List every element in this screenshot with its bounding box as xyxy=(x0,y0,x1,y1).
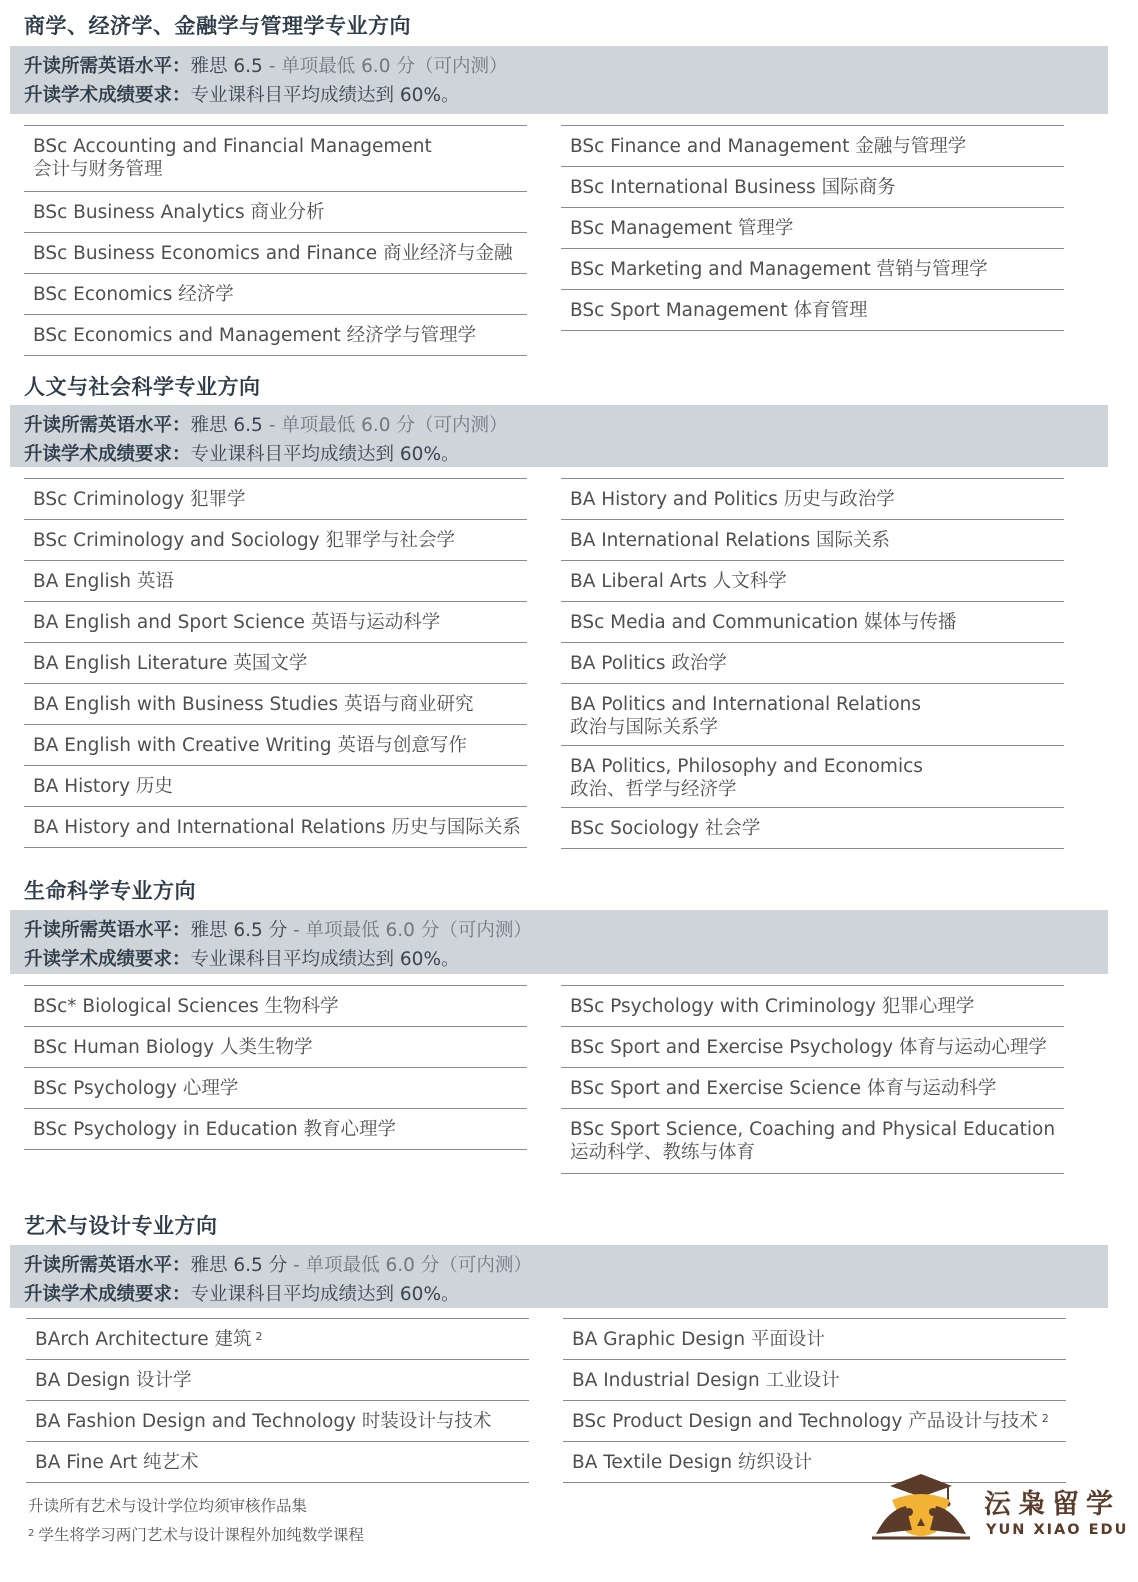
english-requirement xyxy=(24,411,1108,440)
course-item: BSc Human Biology 人类生物学 xyxy=(24,1027,527,1068)
academic-requirement-label: 升读学术成绩要求： xyxy=(24,949,191,970)
course-sheet xyxy=(10,0,1108,1582)
course-item: BA Industrial Design 工业设计 xyxy=(563,1360,1066,1401)
course-item: BSc Business Economics and Finance 商业经济与金融 xyxy=(24,233,527,274)
academic-requirement xyxy=(24,945,1108,974)
english-requirement-minor: - 单项最低 6.0 分（可内测） xyxy=(287,1255,532,1276)
brand-logo xyxy=(866,1470,1129,1546)
course-item: BSc Economics 经济学 xyxy=(24,274,527,315)
requirements-band xyxy=(10,405,1108,467)
course-item: BA Textile Design 纺织设计 xyxy=(563,1442,1066,1483)
course-item: BA History and International Relations 历史与国际关系 xyxy=(24,807,527,848)
course-item: BSc Criminology 犯罪学 xyxy=(24,479,527,520)
academic-requirement xyxy=(24,1280,1108,1309)
section-title: 商学、经济学、金融学与管理学专业方向 xyxy=(24,14,411,38)
section-title: 人文与社会科学专业方向 xyxy=(24,375,261,399)
academic-requirement-value: 专业课科目平均成绩达到 60%。 xyxy=(190,444,460,465)
english-requirement-main: 雅思 6.5 分 xyxy=(190,1255,288,1276)
academic-requirement xyxy=(24,440,1108,469)
brand-name-cn: 沄枭留学 xyxy=(984,1489,1120,1520)
course-item: BSc Sport and Exercise Science 体育与运动科学 xyxy=(561,1068,1064,1109)
course-item: BA Fine Art 纯艺术 xyxy=(26,1442,529,1483)
english-requirement-label: 升读所需英语水平： xyxy=(24,415,191,436)
english-requirement-label: 升读所需英语水平： xyxy=(24,1255,191,1276)
requirements-band xyxy=(10,910,1108,974)
course-item: BA Graphic Design 平面设计 xyxy=(563,1319,1066,1360)
english-requirement xyxy=(24,52,1108,81)
english-requirement-minor: - 单项最低 6.0 分（可内测） xyxy=(287,920,532,941)
english-requirement-label: 升读所需英语水平： xyxy=(24,920,191,941)
course-item: BSc Sport and Exercise Psychology 体育与运动心理学 xyxy=(561,1027,1064,1068)
course-item: BA Politics, Philosophy and Economics 政治、哲学与经济学 xyxy=(561,746,1064,808)
course-item: BA Liberal Arts 人文科学 xyxy=(561,561,1064,602)
course-item: BA History and Politics 历史与政治学 xyxy=(561,479,1064,520)
requirements-band xyxy=(10,1245,1108,1308)
academic-requirement-label: 升读学术成绩要求： xyxy=(24,1284,191,1305)
course-list-right xyxy=(561,125,1064,331)
section-title: 生命科学专业方向 xyxy=(24,879,196,903)
course-item: BA Politics 政治学 xyxy=(561,643,1064,684)
course-item: BSc Economics and Management 经济学与管理学 xyxy=(24,315,527,356)
academic-requirement-label: 升读学术成绩要求： xyxy=(24,444,191,465)
course-list-right xyxy=(563,1318,1066,1483)
brand-name-en: YUN XIAO EDU xyxy=(986,1522,1129,1538)
academic-requirement xyxy=(24,81,1108,110)
footnote-marker: 2 xyxy=(1041,1412,1049,1425)
course-item: BA English and Sport Science 英语与运动科学 xyxy=(24,602,527,643)
course-item: BSc Sport Science, Coaching and Physical Education 运动科学、教练与体育 xyxy=(561,1109,1064,1174)
course-item: BSc Sport Management 体育管理 xyxy=(561,290,1064,331)
course-item: BA English with Business Studies 英语与商业研究 xyxy=(24,684,527,725)
section-title: 艺术与设计专业方向 xyxy=(24,1214,218,1238)
course-list-left xyxy=(24,478,527,848)
course-item: BSc Psychology 心理学 xyxy=(24,1068,527,1109)
english-requirement-minor: - 单项最低 6.0 分（可内测） xyxy=(262,56,508,77)
academic-requirement-value: 专业课科目平均成绩达到 60%。 xyxy=(190,85,460,106)
course-item: BSc Finance and Management 金融与管理学 xyxy=(561,126,1064,167)
english-requirement-label: 升读所需英语水平： xyxy=(24,56,191,77)
course-item: BA Fashion Design and Technology 时装设计与技术 xyxy=(26,1401,529,1442)
course-item: BA Politics and International Relations 政治与国际关系学 xyxy=(561,684,1064,746)
course-item: BSc Accounting and Financial Management 会计与财务管理 xyxy=(24,126,527,192)
course-item: BA English Literature 英国文学 xyxy=(24,643,527,684)
course-item: BSc Psychology with Criminology 犯罪心理学 xyxy=(561,986,1064,1027)
course-list-right xyxy=(561,478,1064,849)
academic-requirement-value: 专业课科目平均成绩达到 60%。 xyxy=(190,1284,460,1305)
course-list-right xyxy=(561,985,1064,1174)
course-item: BSc Product Design and Technology 产品设计与技术 $^2$ xyxy=(563,1401,1066,1442)
math-note: $^2$ 学生将学习两门艺术与设计课程外加纯数学课程 xyxy=(28,1526,364,1544)
course-item: BA English with Creative Writing 英语与创意写作 xyxy=(24,725,527,766)
portfolio-note: 升读所有艺术与设计学位均须审核作品集 xyxy=(28,1497,308,1515)
course-item: BSc Sociology 社会学 xyxy=(561,808,1064,849)
course-item: BSc Marketing and Management 营销与管理学 xyxy=(561,249,1064,290)
course-item: BSc Management 管理学 xyxy=(561,208,1064,249)
graduation-owl-icon xyxy=(866,1470,976,1546)
course-list-left xyxy=(24,985,527,1150)
requirements-band xyxy=(10,46,1108,114)
academic-requirement-value: 专业课科目平均成绩达到 60%。 xyxy=(190,949,460,970)
english-requirement-main: 雅思 6.5 分 xyxy=(190,920,288,941)
english-requirement-main: 雅思 6.5 xyxy=(190,415,263,436)
course-item: BArch Architecture 建筑 $^2$ xyxy=(26,1319,529,1360)
course-list-left xyxy=(24,125,527,356)
course-item: BSc Criminology and Sociology 犯罪学与社会学 xyxy=(24,520,527,561)
footnotes xyxy=(28,1492,364,1550)
course-item: BA International Relations 国际关系 xyxy=(561,520,1064,561)
course-list-left xyxy=(26,1318,529,1483)
course-item: BSc Psychology in Education 教育心理学 xyxy=(24,1109,527,1150)
course-item: BSc Media and Communication 媒体与传播 xyxy=(561,602,1064,643)
course-item: BA History 历史 xyxy=(24,766,527,807)
footnote-marker: 2 xyxy=(255,1330,263,1343)
course-item: BSc* Biological Sciences 生物科学 xyxy=(24,986,527,1027)
english-requirement xyxy=(24,916,1108,945)
english-requirement xyxy=(24,1251,1108,1280)
english-requirement-main: 雅思 6.5 xyxy=(190,56,263,77)
course-item: BA Design 设计学 xyxy=(26,1360,529,1401)
footnote-marker: 2 xyxy=(28,1528,35,1539)
course-item: BSc International Business 国际商务 xyxy=(561,167,1064,208)
course-item: BSc Business Analytics 商业分析 xyxy=(24,192,527,233)
english-requirement-minor: - 单项最低 6.0 分（可内测） xyxy=(262,415,508,436)
course-item: BA English 英语 xyxy=(24,561,527,602)
academic-requirement-label: 升读学术成绩要求： xyxy=(24,85,191,106)
